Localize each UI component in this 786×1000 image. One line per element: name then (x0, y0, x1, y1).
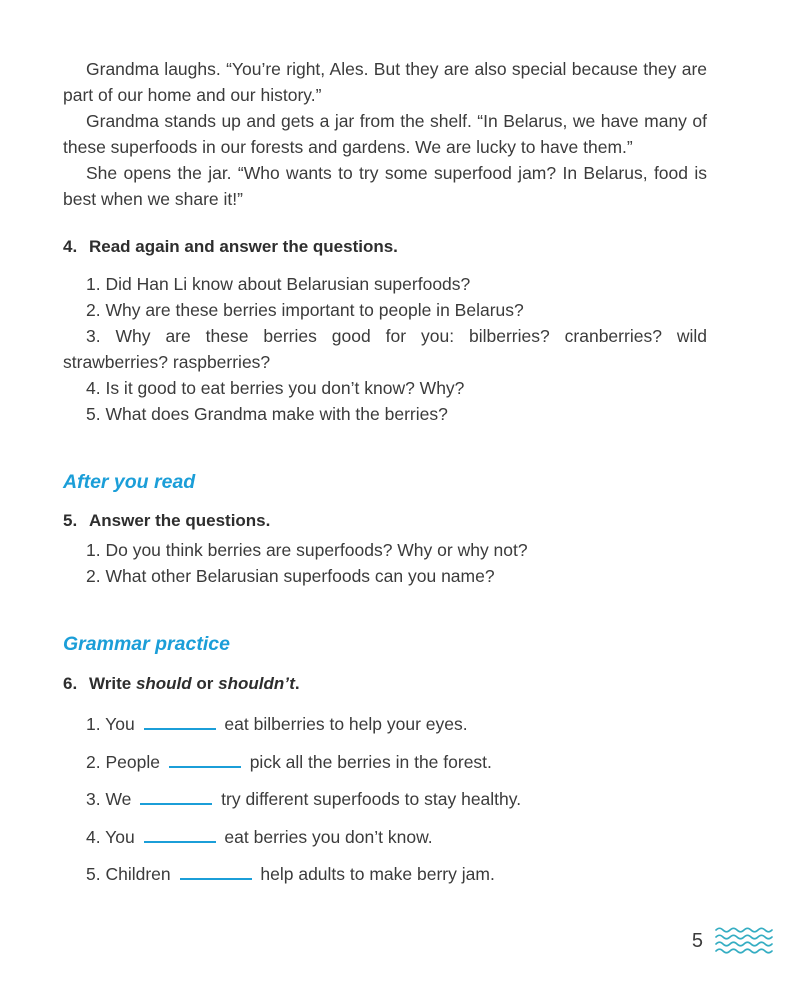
question-item: 4. Is it good to eat berries you don’t know? Why? (86, 378, 465, 398)
answer-blank (140, 790, 212, 805)
story-paragraph: Grandma laughs. “You’re right, Ales. But they are also special because they are part of our home and our history.” (63, 59, 707, 105)
page-footer (692, 926, 773, 956)
exercise-6-heading (63, 672, 707, 696)
answer-blank (144, 715, 216, 730)
story-paragraph: Grandma stands up and gets a jar from the shelf. “In Belarus, we have many of these superfoods in our forests and gardens. We are lucky to have them.” (63, 111, 707, 157)
fill-item-after: pick all the berries in the forest. (249, 751, 492, 772)
exercise-5-heading (63, 509, 707, 533)
answer-blank (144, 828, 216, 843)
fill-item-after: help adults to make berry jam. (260, 864, 495, 884)
fill-item-after: eat berries you don’t know. (224, 826, 433, 847)
fill-item-after: try different superfoods to stay healthy. (221, 789, 522, 809)
exercise-title: Read again and answer the questions. (89, 237, 398, 256)
answer-blank (180, 865, 252, 880)
question-item: 1. Did Han Li know about Belarusian superfoods? (86, 274, 471, 294)
fill-item-before: 3. We (86, 789, 132, 809)
fill-in-item (63, 786, 707, 812)
fill-item-before: 1. You (86, 714, 135, 734)
page-number: 5 (691, 929, 703, 952)
question-item: 2. Why are these berries important to people in Belarus? (86, 300, 524, 320)
fill-in-item (63, 711, 707, 737)
exercise-number: 4. (63, 237, 78, 256)
question-item: 2. What other Belarusian superfoods can you name? (86, 566, 495, 586)
exercise-4 (63, 235, 707, 427)
question-item: 1. Do you think berries are superfoods? Why or why not? (86, 540, 528, 560)
fill-in-item (63, 749, 707, 775)
exercise-title: Write should or shouldn’t. (89, 674, 300, 693)
question-item: 5. What does Grandma make with the berries? (86, 404, 448, 424)
story-section (63, 56, 707, 212)
exercise-title: Answer the questions. (89, 511, 271, 530)
fill-in-item (63, 861, 707, 887)
waves-icon (715, 926, 773, 956)
fill-item-before: 4. You (86, 826, 135, 847)
fill-item-after: eat bilberries to help your eyes. (224, 714, 468, 734)
question-item: 3. Why are these berries good for you: bilberries? cranberries? wild strawberries? raspberries? (63, 326, 707, 372)
section-heading-after-you-read: After you read (63, 471, 196, 493)
story-paragraph: She opens the jar. “Who wants to try some superfood jam? In Belarus, food is best when we share it!” (63, 163, 707, 209)
fill-item-before: 2. People (86, 751, 160, 772)
exercise-number: 6. (63, 674, 78, 693)
fill-item-before: 5. Children (86, 864, 171, 884)
section-heading-grammar-practice: Grammar practice (63, 633, 230, 655)
fill-in-item (63, 824, 707, 850)
exercise-6 (63, 672, 707, 887)
exercise-5 (63, 509, 707, 589)
exercise-number: 5. (63, 511, 78, 530)
answer-blank (169, 753, 241, 768)
exercise-4-heading (63, 235, 707, 259)
